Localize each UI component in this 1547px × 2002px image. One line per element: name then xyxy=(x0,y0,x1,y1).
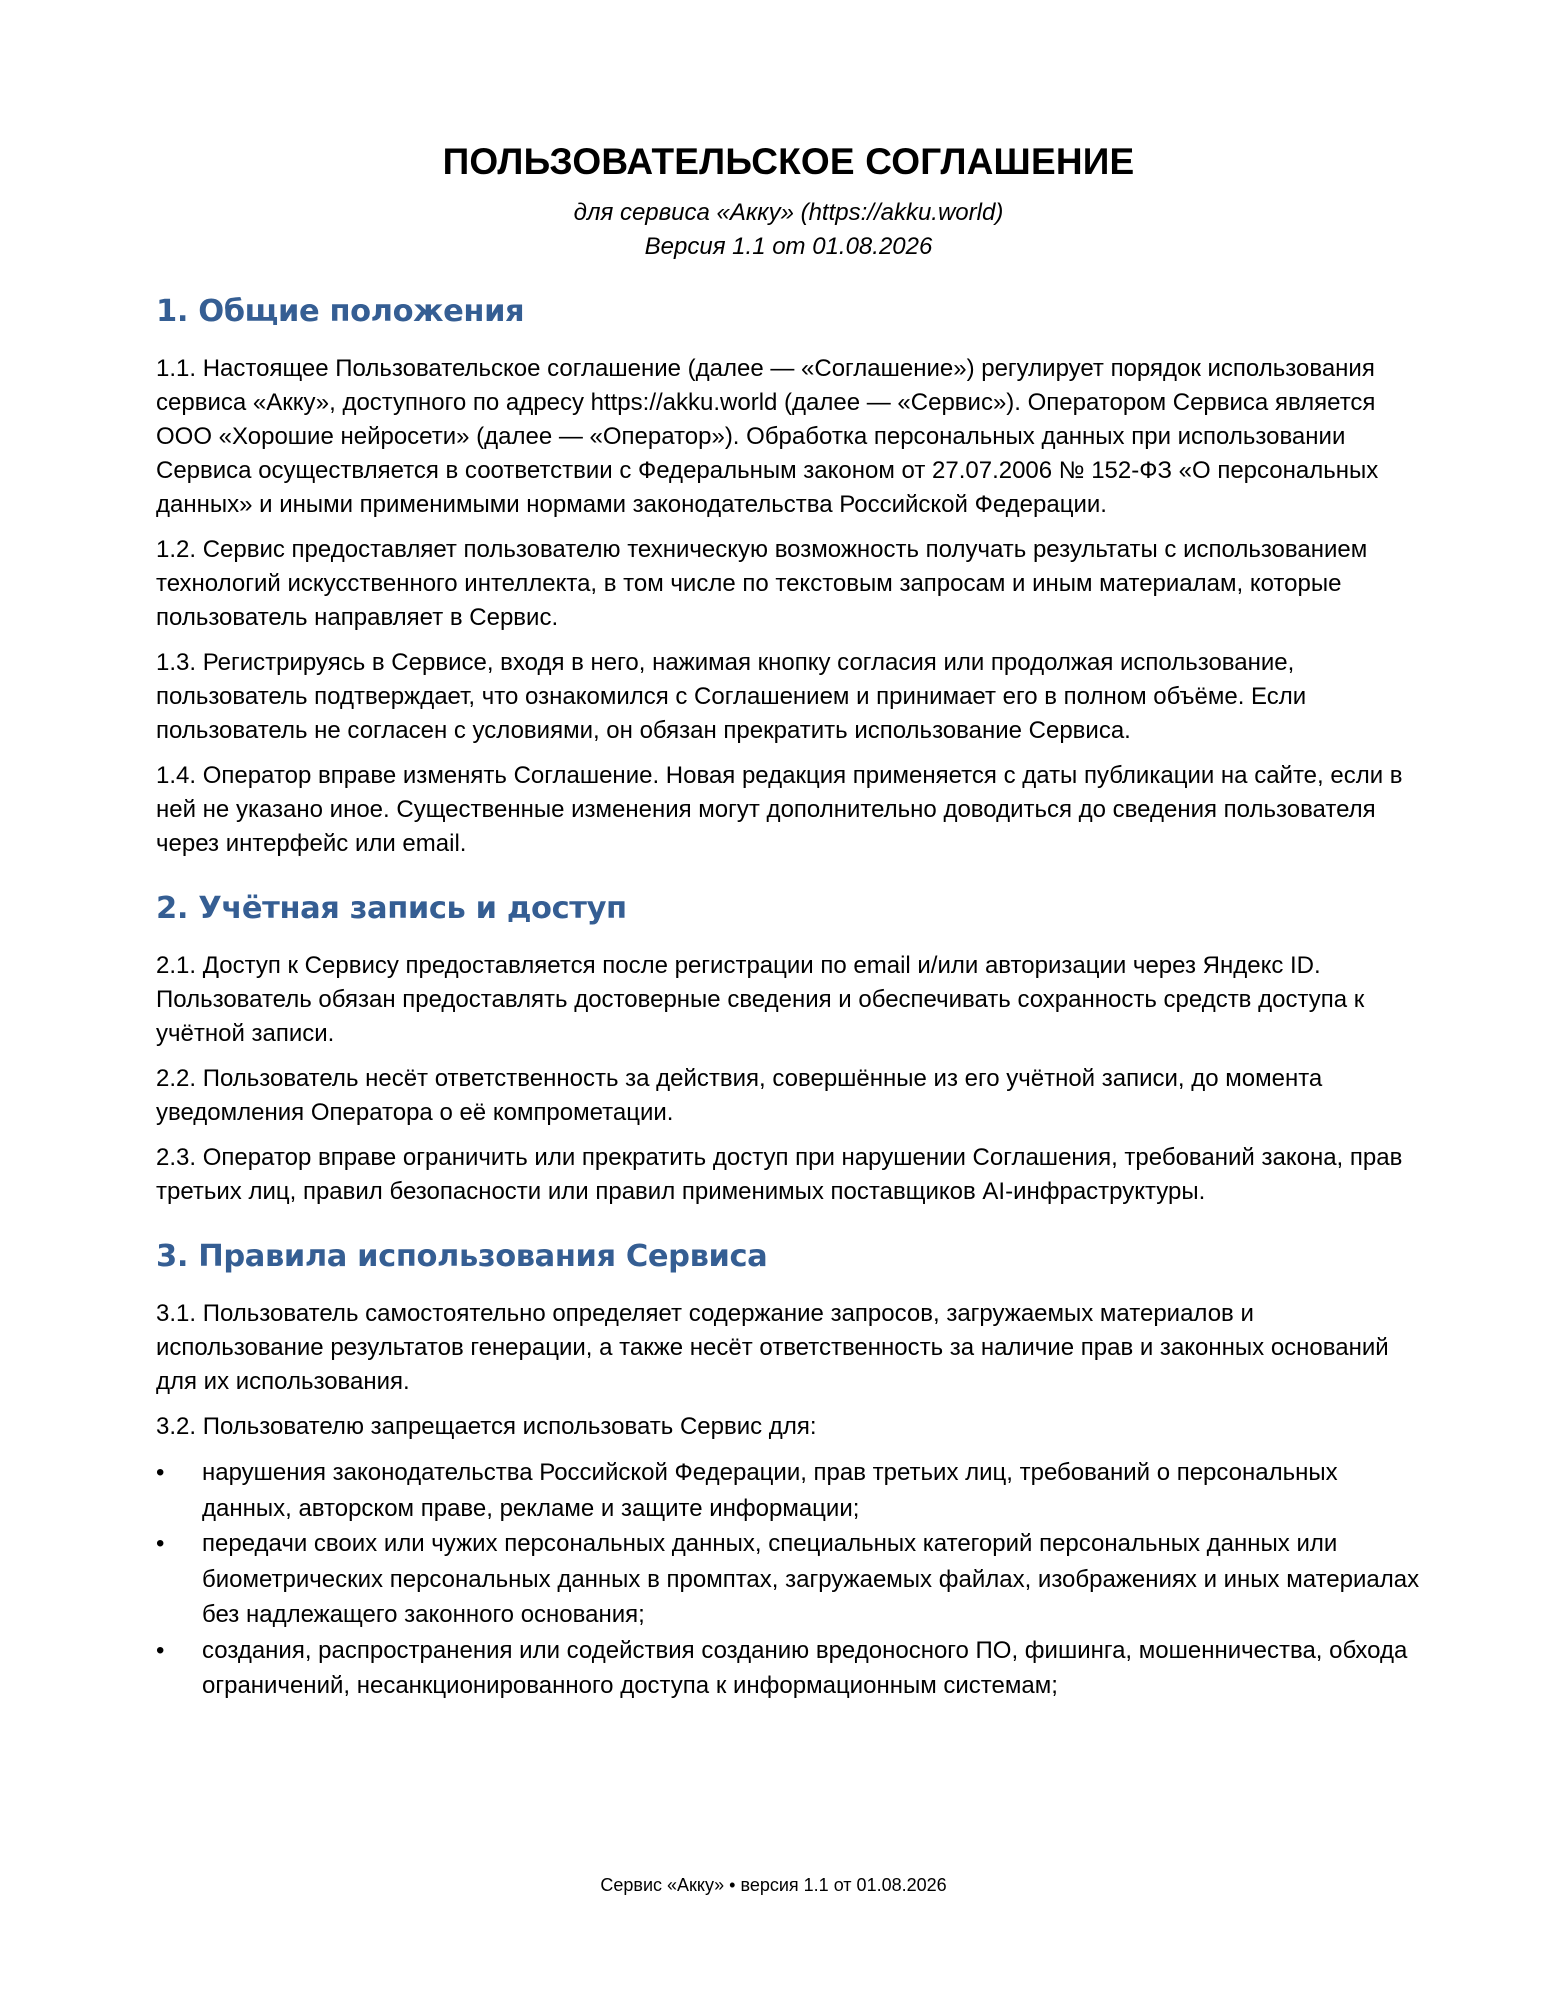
document-subtitle xyxy=(156,196,1421,264)
subtitle-service-line: для сервиса «Акку» (https://akku.world) xyxy=(573,199,1004,226)
section-heading-usage-rules: 3. Правила использования Сервиса xyxy=(156,1239,768,1274)
clause-3-1: 3.1. Пользователь самостоятельно определяет содержание запросов, загружаемых материалов и использование результатов генерации, а также несёт ответственность за наличие прав и законных оснований для их использования. xyxy=(156,1300,1389,1395)
bullet-icon: • xyxy=(156,1459,165,1486)
prohibited-uses-list xyxy=(156,1455,1421,1704)
clause-2-2: 2.2. Пользователь несёт ответственность за действия, совершённые из его учётной записи, до момента уведомления Оператора о её компрометации. xyxy=(156,1065,1323,1126)
section-heading-account: 2. Учётная запись и доступ xyxy=(156,891,627,926)
subtitle-version-line: Версия 1.1 от 01.08.2026 xyxy=(644,233,933,260)
bullet-icon: • xyxy=(156,1636,165,1664)
list-item xyxy=(156,1455,1421,1526)
clause-2-1: 2.1. Доступ к Сервису предоставляется после регистрации по email и/или авторизации через Яндекс ID. Пользователь обязан предоставлять достоверные сведения и обеспечивать сохранность средств доступа к учётной записи. xyxy=(156,952,1365,1047)
document-title: ПОЛЬЗОВАТЕЛЬСКОЕ СОГЛАШЕНИЕ xyxy=(442,141,1135,182)
clause-1-3: 1.3. Регистрируясь в Сервисе, входя в него, нажимая кнопку согласия или продолжая использование, пользователь подтверждает, что ознакомился с Соглашением и принимает его в полном объёме. Если пользователь не согласен с условиями, он обязан прекратить использование Сервиса. xyxy=(156,649,1307,744)
page-footer: Сервис «Акку» • версия 1.1 от 01.08.2026 xyxy=(600,1875,947,1895)
list-item-text: нарушения законодательства Российской Федерации, прав третьих лиц, требований о персональных данных, авторском праве, рекламе и защите информации; xyxy=(202,1459,1338,1522)
list-item-text: создания, распространения или содействия созданию вредоносного ПО, фишинга, мошенничества, обхода ограничений, несанкционированного доступа к информационным системам; xyxy=(202,1636,1408,1699)
clause-1-2: 1.2. Сервис предоставляет пользователю техническую возможность получать результаты с использованием технологий искусственного интеллекта, в том числе по текстовым запросам и иным материалам, которые пользователь направляет в Сервис. xyxy=(156,536,1368,631)
list-item-text: передачи своих или чужих персональных данных, специальных категорий персональных данных или биометрических персональных данных в промптах, загружаемых файлах, изображениях и иных материалах без надлежащего законного основания; xyxy=(202,1530,1420,1628)
section-heading-general: 1. Общие положения xyxy=(156,294,525,329)
list-item xyxy=(156,1526,1421,1633)
clause-1-4: 1.4. Оператор вправе изменять Соглашение. Новая редакция применяется с даты публикации на сайте, если в ней не указано иное. Существенные изменения могут дополнительно доводиться до сведения пользователя через интерфейс или email. xyxy=(156,762,1403,857)
bullet-icon: • xyxy=(156,1530,165,1557)
document-page xyxy=(156,138,1421,1704)
clause-2-3: 2.3. Оператор вправе ограничить или прекратить доступ при нарушении Соглашения, требований закона, прав третьих лиц, правил безопасности или правил применимых поставщиков AI-инфраструктуры. xyxy=(156,1144,1403,1205)
clause-1-1: 1.1. Настоящее Пользовательское соглашение (далее — «Соглашение») регулирует порядок использования сервиса «Акку», доступного по адресу https://akku.world (далее — «Сервис»). Оператором Сервиса является ООО «Хорошие нейросети» (далее — «Оператор»). Обработка персональных данных при использовании Сервиса осуществляется в соответствии с Федеральным законом от 27.07.2006 № 152-ФЗ «О персональных данных» и иными применимыми нормами законодательства Российской Федерации. xyxy=(156,355,1379,518)
clause-3-2: 3.2. Пользователю запрещается использовать Сервис для: xyxy=(156,1413,817,1440)
list-item xyxy=(156,1633,1421,1704)
